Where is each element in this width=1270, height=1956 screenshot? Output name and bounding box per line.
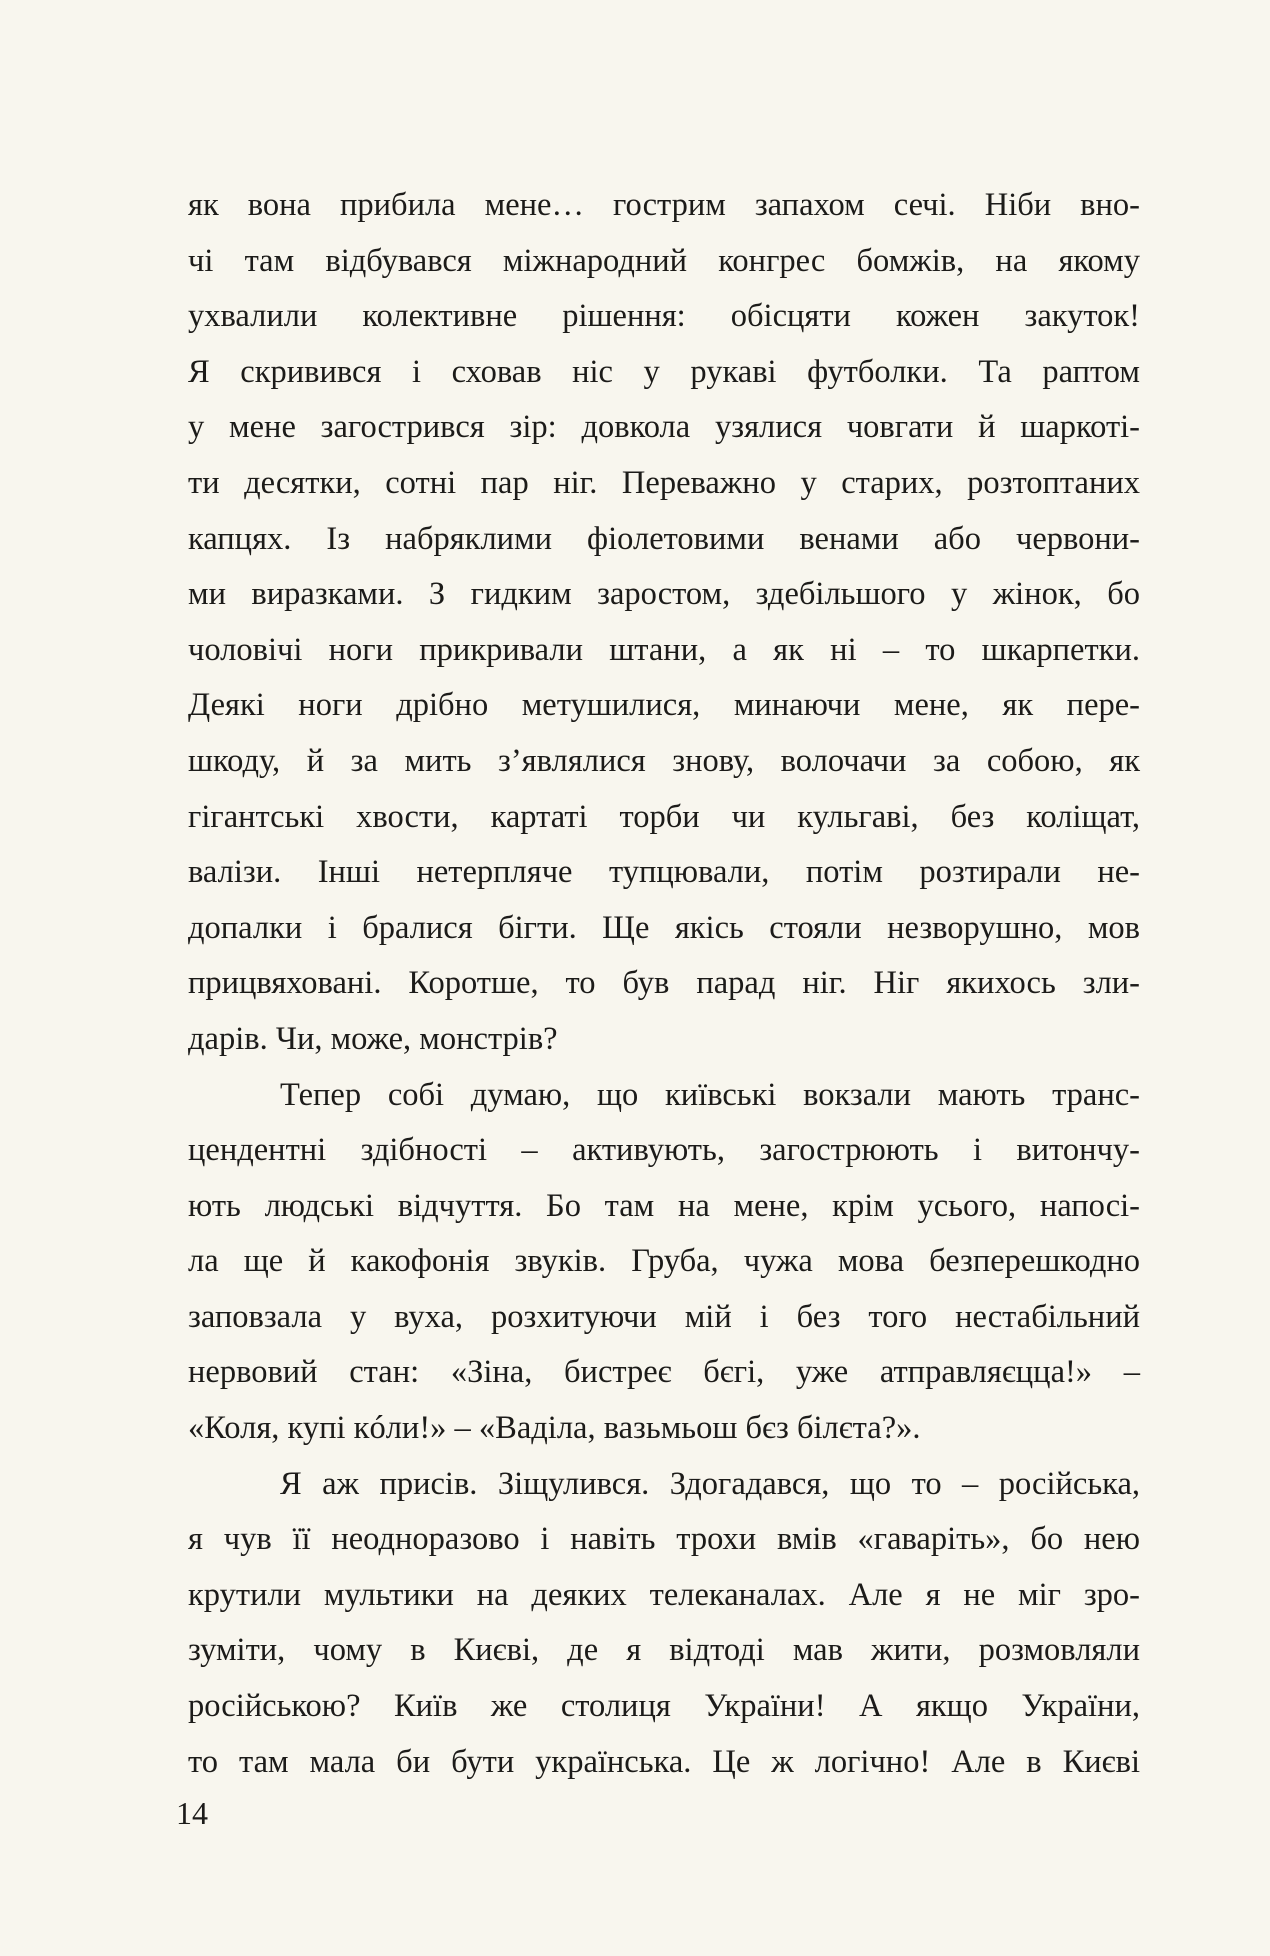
text-line: я чув її неодноразово і навіть трохи вмів «гаваріть», бо нею (188, 1521, 1140, 1558)
text-line: дарів. Чи, може, монстрів? (188, 1020, 558, 1057)
text-line: шкоду, й за мить з’являлися знову, волочачи за собою, як (188, 742, 1140, 779)
body-text (188, 178, 1140, 1790)
text-line: валізи. Інші нетерпляче тупцювали, потім розтирали не- (188, 854, 1140, 891)
text-line: чоловічі ноги прикривали штани, а як ні – то шкарпетки. (188, 631, 1140, 668)
text-line: то там мала би бути українська. Це ж логічно! Але в Києві (188, 1743, 1140, 1780)
text-line: ухвалили колективне рішення: обісцяти кожен закуток! (188, 298, 1140, 335)
text-line: гігантські хвости, картаті торби чи кульгаві, без коліщат, (188, 798, 1140, 835)
paragraph-start-line: Тепер собі думаю, що київські вокзали мають транс- (280, 1076, 1140, 1113)
text-line: прицвяховані. Коротше, то був парад ніг. Ніг якихось зли- (188, 965, 1140, 1002)
page-number: 14 (176, 1795, 208, 1831)
text-line: у мене загострився зір: довкола узялися човгати й шаркоті- (188, 409, 1140, 446)
text-line: капцях. Із набряклими фіолетовими венами або червони- (188, 520, 1140, 557)
text-line: ють людські відчуття. Бо там на мене, крім усього, напосі- (188, 1187, 1140, 1224)
text-line: цендентні здібності – активують, загострюють і витончу- (188, 1132, 1140, 1169)
text-line: допалки і бралися бігти. Ще якісь стояли незворушно, мов (188, 909, 1140, 946)
text-line: крутили мультики на деяких телеканалах. Але я не міг зро- (188, 1576, 1140, 1613)
paragraph-start-line: Я аж присів. Зіщулився. Здогадався, що то – російська, (280, 1465, 1140, 1502)
text-line: «Коля, купі кóли!» – «Ваділа, вазьмьош бєз білєта?». (188, 1410, 921, 1447)
text-line: російською? Київ же столиця України! А якщо України, (188, 1688, 1140, 1725)
text-line: ла ще й какофонія звуків. Груба, чужа мова безперешкодно (188, 1243, 1140, 1280)
text-line: нервовий стан: «Зіна, бистреє бєгі, уже атправляєцца!» – (188, 1354, 1140, 1391)
text-line: заповзала у вуха, розхитуючи мій і без того нестабільний (188, 1298, 1140, 1335)
text-line: Я скривився і сховав ніс у рукаві футболки. Та раптом (188, 353, 1140, 390)
text-line: як вона прибила мене… гострим запахом сечі. Ніби вно- (188, 187, 1140, 223)
text-line: ти десятки, сотні пар ніг. Переважно у старих, розтоптаних (188, 464, 1140, 501)
text-line: ми виразками. З гидким заростом, здебільшого у жінок, бо (188, 576, 1140, 613)
text-line: чі там відбувався міжнародний конгрес бомжів, на якому (188, 242, 1140, 279)
text-line: Деякі ноги дрібно метушилися, минаючи мене, як пере- (188, 687, 1140, 724)
text-line: зуміти, чому в Києві, де я відтоді мав жити, розмовляли (188, 1632, 1140, 1669)
